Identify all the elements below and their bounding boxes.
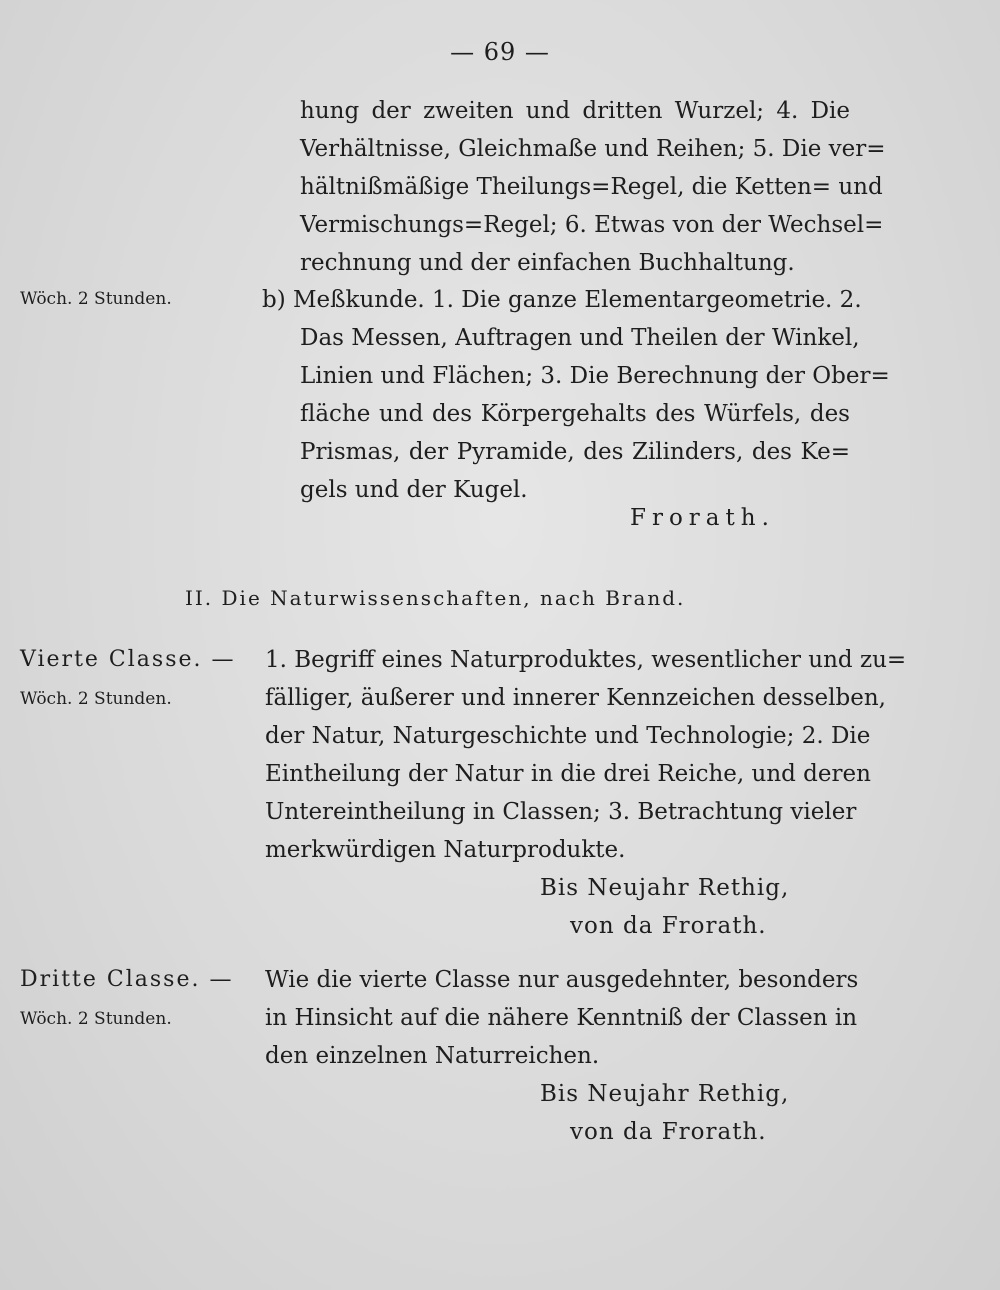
text-line: Vermischungs=Regel; 6. Etwas von der Wechsel= <box>300 212 884 238</box>
text-line: fläche und des Körpergehalts des Würfels, des <box>300 401 850 427</box>
margin-note: Wöch. 2 Stunden. <box>20 689 172 709</box>
text-line: rechnung und der einfachen Buchhaltung. <box>300 250 795 276</box>
signature-line: von da Frorath. <box>570 1119 767 1145</box>
text-line: 1. Begriff eines Naturproduktes, wesentlicher und zu= <box>265 647 907 673</box>
signature-line: von da Frorath. <box>570 913 767 939</box>
text-line: Das Messen, Auftragen und Theilen der Winkel, <box>300 325 860 351</box>
section-heading: II. Die Naturwissenschaften, nach Brand. <box>185 586 686 610</box>
teacher-name: Frorath. <box>630 505 775 531</box>
text-line: Untereintheilung in Classen; 3. Betrachtung vieler <box>265 799 857 825</box>
margin-note: Wöch. 2 Stunden. <box>20 289 172 309</box>
class-label: Vierte Classe. — <box>20 647 236 672</box>
text-line: Linien und Flächen; 3. Die Berechnung der Ober= <box>300 363 890 389</box>
text-line: den einzelnen Naturreichen. <box>265 1043 600 1069</box>
margin-note: Wöch. 2 Stunden. <box>20 1009 172 1029</box>
page-number: — 69 — <box>450 38 550 66</box>
text-line: in Hinsicht auf die nähere Kenntniß der Classen in <box>265 1005 858 1031</box>
text-line: gels und der Kugel. <box>300 477 528 503</box>
text-line: merkwürdigen Naturprodukte. <box>265 837 626 863</box>
text-line: b) Meßkunde. 1. Die ganze Elementargeometrie. 2. <box>262 287 862 313</box>
text-line: Eintheilung der Natur in die drei Reiche, und deren <box>265 761 871 787</box>
signature-line: Bis Neujahr Rethig, <box>540 875 790 901</box>
class-label: Dritte Classe. — <box>20 967 234 992</box>
text-line: fälliger, äußerer und innerer Kennzeichen desselben, <box>265 685 886 711</box>
text-line: Wie die vierte Classe nur ausgedehnter, besonders <box>265 967 859 993</box>
text-line: Verhältnisse, Gleichmaße und Reihen; 5. Die ver= <box>300 136 886 162</box>
text-line: Prismas, der Pyramide, des Zilinders, des Ke= <box>300 439 850 465</box>
signature-line: Bis Neujahr Rethig, <box>540 1081 790 1107</box>
text-line: hung der zweiten und dritten Wurzel; 4. Die <box>300 98 850 124</box>
text-line: hältnißmäßige Theilungs=Regel, die Ketten= und <box>300 174 883 200</box>
text-line: der Natur, Naturgeschichte und Technologie; 2. Die <box>265 723 871 749</box>
